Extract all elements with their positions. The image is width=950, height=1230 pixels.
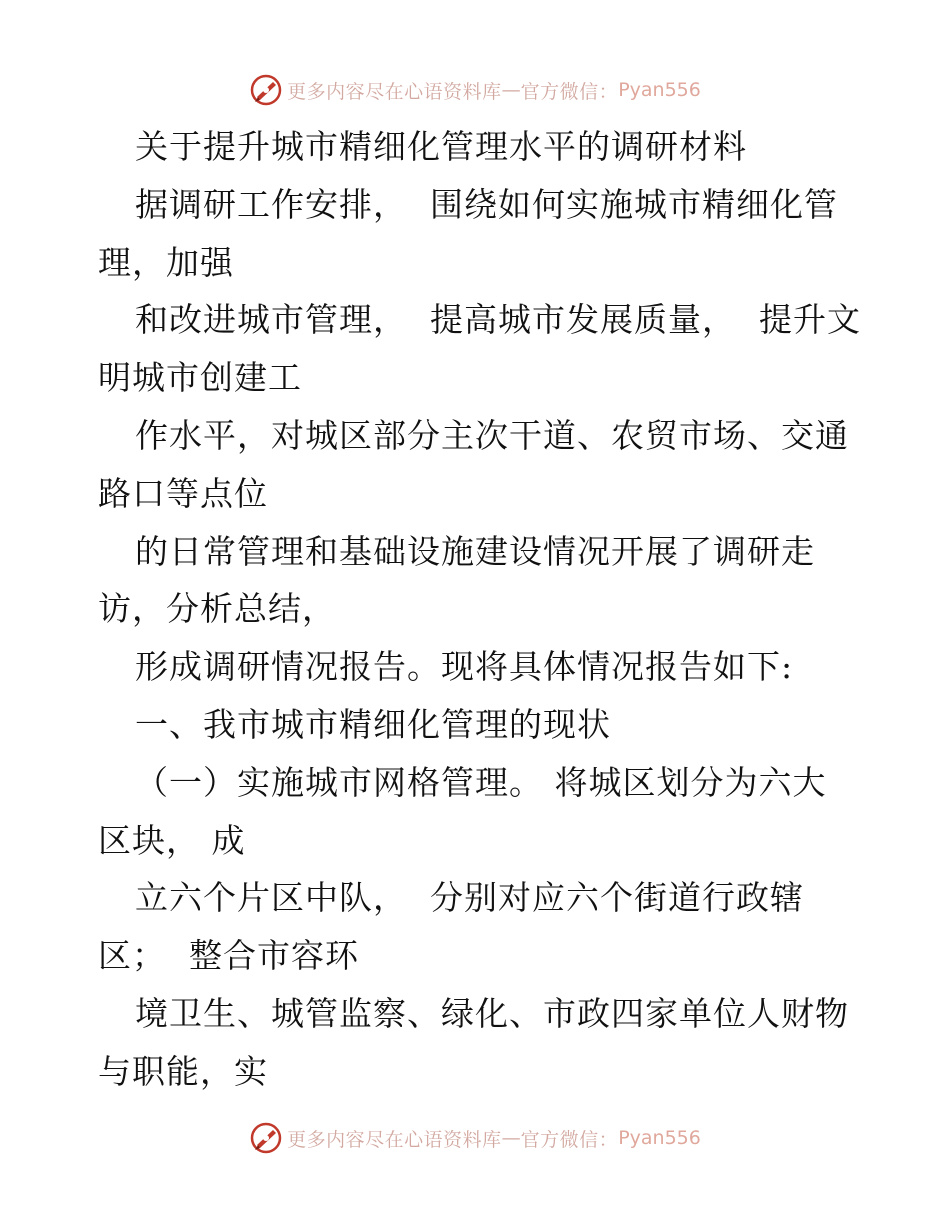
text-line: 区； 整合市容环 <box>98 936 359 976</box>
text-line: 路口等点位 <box>98 473 268 513</box>
pen-logo-icon <box>249 73 283 107</box>
header-watermark <box>0 70 950 110</box>
text-line: 明城市创建工 <box>98 358 302 398</box>
watermark-wechat-label: 官方微信： <box>520 1128 619 1151</box>
text-line: 据调研工作安排， 围绕如何实施城市精细化管 <box>135 184 838 224</box>
watermark-wechat-label: 官方微信： <box>520 80 619 103</box>
text-line: 访，分析总结， <box>98 589 336 629</box>
watermark-text: 更多内容尽在心语资料库 <box>287 80 502 103</box>
text-line: 理，加强 <box>98 242 234 282</box>
text-line: 作水平，对城区部分主次干道、农贸市场、交通 <box>135 415 849 455</box>
watermark-wechat-id: Pyan556 <box>618 79 701 101</box>
text-line: 境卫生、城管监察、绿化、市政四家单位人财物 <box>135 993 849 1033</box>
text-line: 形成调研情况报告。现将具体情况报告如下: <box>135 647 794 687</box>
pen-logo-icon <box>249 1121 283 1155</box>
text-line: 和改进城市管理， 提高城市发展质量， 提升文 <box>135 300 861 340</box>
footer-watermark <box>0 1118 950 1158</box>
text-line: 区块， 成 <box>98 820 246 860</box>
section-heading: 一、我市城市精细化管理的现状 <box>135 704 611 744</box>
document-body <box>98 118 861 1101</box>
subsection-heading: （一）实施城市网格管理。 将城区划分为六大 <box>135 762 827 802</box>
text-line: 与职能，实 <box>98 1051 268 1091</box>
text-line: 立六个片区中队， 分别对应六个街道行政辖 <box>135 878 804 918</box>
watermark-separator: — <box>501 79 521 101</box>
watermark-text: 更多内容尽在心语资料库 <box>287 1128 502 1151</box>
document-title: 关于提升城市精细化管理水平的调研材料 <box>135 127 747 166</box>
watermark-wechat-id: Pyan556 <box>618 1127 701 1149</box>
watermark-separator: — <box>501 1127 521 1149</box>
text-line: 的日常管理和基础设施建设情况开展了调研走 <box>135 531 815 571</box>
